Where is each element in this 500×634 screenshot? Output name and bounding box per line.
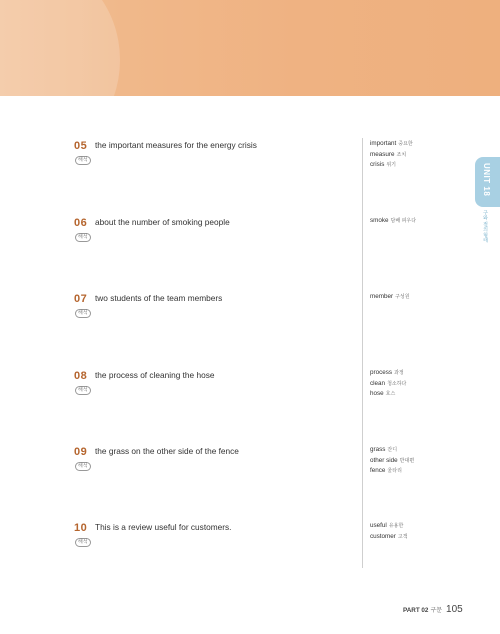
- vocab-meaning: 잔디: [387, 447, 398, 453]
- vocab-entry: [370, 389, 470, 400]
- item-number: 10: [74, 522, 88, 534]
- page-footer: [403, 599, 463, 617]
- vocab-meaning: 호스: [385, 391, 396, 397]
- vocab-entry: [370, 466, 470, 477]
- item-phrase: the important measures for the energy crisis: [95, 140, 257, 150]
- item-number: 06: [74, 217, 88, 229]
- vocab-word: clean: [370, 379, 386, 387]
- vocab-list: [370, 292, 470, 303]
- vocab-entry: [370, 292, 470, 303]
- header-band: [0, 0, 500, 96]
- vocab-list: [370, 521, 470, 542]
- vocab-entry: [370, 160, 470, 171]
- vocab-word: measure: [370, 150, 395, 158]
- vocab-word: smoke: [370, 217, 389, 224]
- vocab-word: useful: [370, 522, 387, 529]
- vocab-list: [370, 216, 470, 227]
- unit-label: UNIT 18: [482, 163, 491, 197]
- column-divider: [362, 138, 363, 568]
- item-number: 07: [74, 293, 88, 305]
- vocab-entry: [370, 532, 470, 543]
- page-number: 105: [446, 604, 463, 615]
- vocab-entry: [370, 445, 470, 456]
- vocab-word: crisis: [370, 161, 385, 168]
- vocab-meaning: 중요한: [398, 141, 413, 147]
- unit-subtitle: 구와 절의 형태: [482, 210, 488, 243]
- vocab-meaning: 조치: [396, 151, 407, 158]
- vocab-meaning: 구성원: [395, 294, 410, 300]
- vocab-word: hose: [370, 390, 384, 397]
- footer-section: 구문: [430, 608, 443, 614]
- vocab-meaning: 담배 피우다: [390, 218, 417, 224]
- vocab-meaning: 반대편: [399, 457, 415, 464]
- vocab-word: customer: [370, 532, 396, 540]
- vocab-meaning: 고객: [397, 533, 408, 540]
- translation-tag: 해석: [75, 386, 91, 395]
- item-phrase: the process of cleaning the hose: [95, 370, 215, 380]
- item-number: 08: [74, 370, 88, 382]
- vocab-word: other side: [370, 456, 398, 464]
- translation-tag: 해석: [75, 462, 91, 471]
- vocab-list: [370, 368, 470, 400]
- vocab-list: [370, 139, 470, 171]
- item-number: 05: [74, 140, 88, 152]
- item-phrase: This is a review useful for customers.: [95, 522, 232, 532]
- footer-part: PART 02: [403, 607, 429, 614]
- vocab-entry: [370, 456, 470, 467]
- unit-tab: [475, 157, 500, 207]
- vocab-meaning: 유용한: [388, 523, 404, 529]
- item-phrase: two students of the team members: [95, 293, 223, 303]
- vocab-word: grass: [370, 446, 386, 453]
- vocab-entry: [370, 379, 470, 390]
- item-phrase: the grass on the other side of the fence: [95, 446, 239, 456]
- vocab-word: important: [370, 140, 397, 147]
- vocab-meaning: 울타리: [387, 468, 402, 474]
- vocab-entry: [370, 139, 470, 150]
- vocab-word: member: [370, 293, 394, 300]
- vocab-word: process: [370, 369, 393, 376]
- header-decoration: [0, 0, 120, 96]
- translation-tag: 해석: [75, 538, 91, 547]
- vocab-entry: [370, 521, 470, 532]
- translation-tag: 해석: [75, 156, 91, 165]
- vocab-entry: [370, 368, 470, 379]
- vocab-entry: [370, 150, 470, 161]
- translation-tag: 해석: [75, 233, 91, 242]
- vocab-meaning: 과정: [394, 370, 404, 376]
- vocab-meaning: 위기: [386, 162, 397, 168]
- vocab-entry: [370, 216, 470, 227]
- vocab-list: [370, 445, 470, 477]
- item-number: 09: [74, 446, 88, 458]
- translation-tag: 해석: [75, 309, 91, 318]
- vocab-meaning: 청소하다: [387, 380, 407, 387]
- item-phrase: about the number of smoking people: [95, 217, 230, 227]
- vocab-word: fence: [370, 467, 386, 474]
